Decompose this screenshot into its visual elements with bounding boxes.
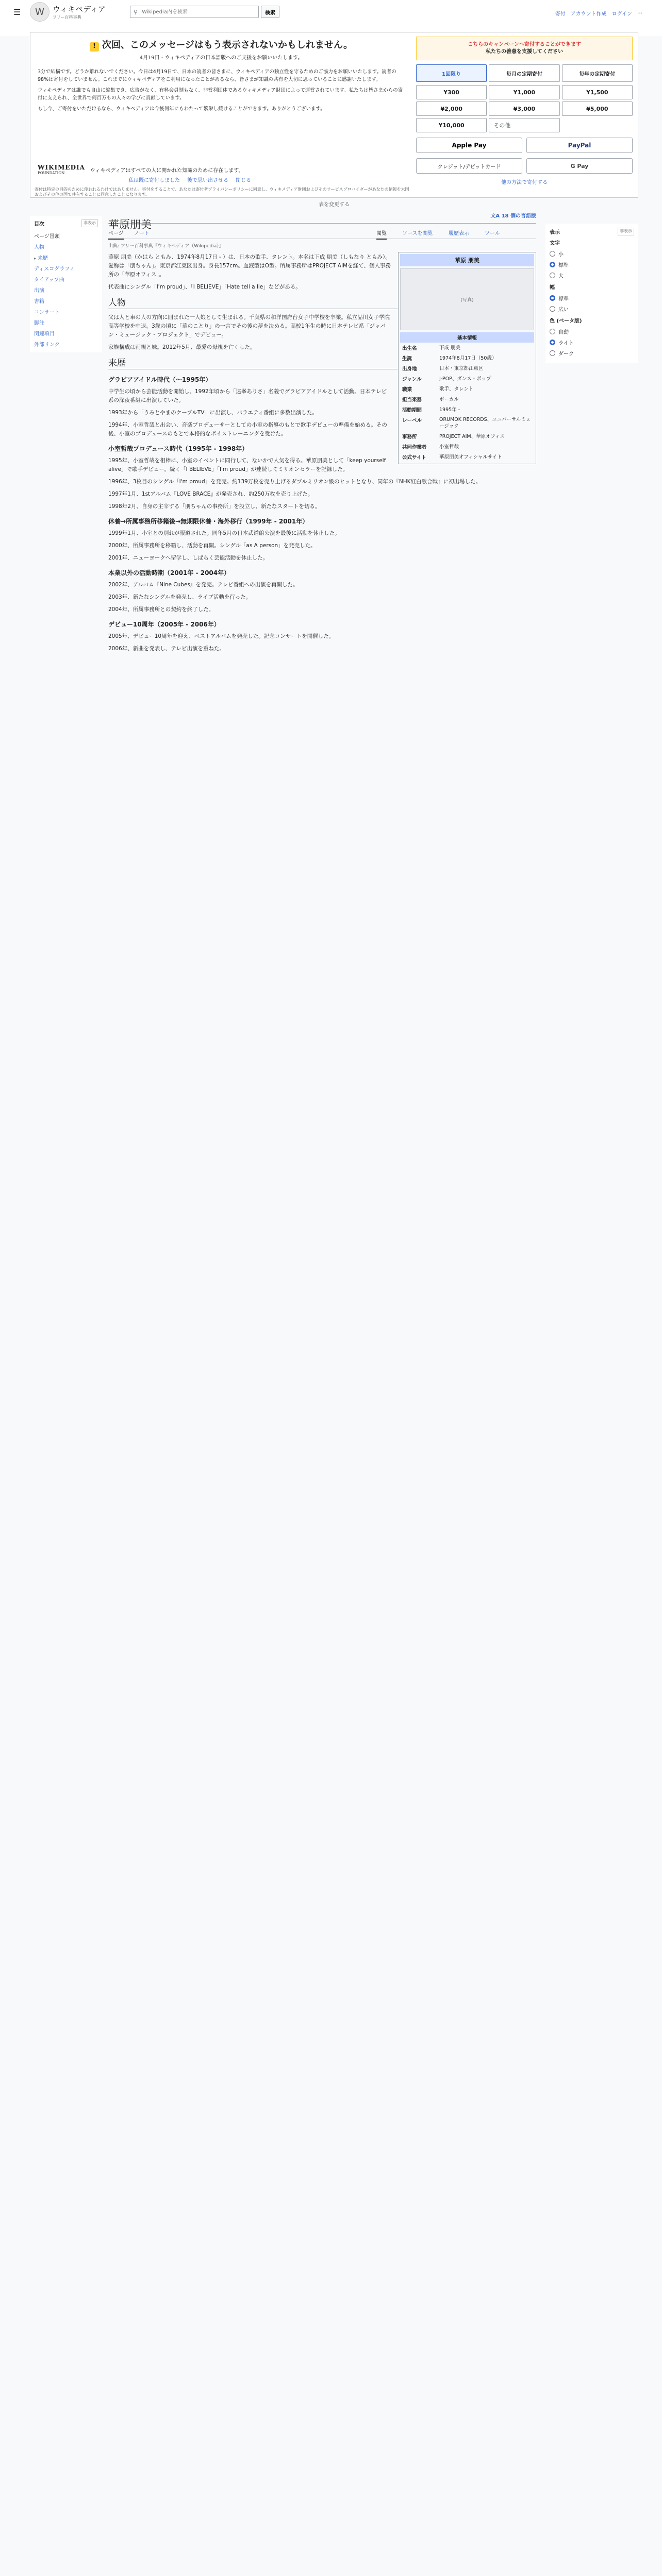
- toc-item[interactable]: ディスコグラフィ: [34, 266, 75, 272]
- amount-option[interactable]: ¥300: [416, 85, 487, 99]
- banner-legal: 寄付は特定の目的のために使われるわけではありません。寄付をすることで、あなたは寄付者プライバシーポリシーに同意し、ウィキメディア財団およびそのサービスプロバイダーがあなたの情報を米国およびその他の国で共有することに同意したことになります。: [35, 187, 409, 197]
- toc-item[interactable]: 外部リンク: [34, 342, 60, 348]
- section-paragraph: 1999年1月、小室との別れが報道された。同年5月の日本武道館公演を最後に活動を休止した。: [108, 530, 340, 536]
- frequency-yearly[interactable]: 毎年の定期寄付: [562, 64, 633, 82]
- warning-icon: !: [90, 42, 99, 52]
- section-paragraph: 1997年1月、1stアルバム『LOVE BRACE』が発売され、約250万枚を売り上げた。: [108, 491, 313, 497]
- section-paragraph: 父は人と車の人の方向に囲まれた一人娘として生まれる。千葉県の和洋国府台女子中学校を卒業。私立品川女子学院高等学校を中退。3歳の頃に「華のことり」の一言でその後の夢を決める。高校1年生の時に日本テレビ系「ジャパン・ミュージック・プロジェクト」でデビュー。: [108, 314, 390, 338]
- banner-footer: [38, 164, 409, 175]
- infobox-label: ジャンル: [402, 377, 422, 382]
- section-paragraph: 2002年、アルバム『Nine Cubes』を発売。テレビ番組への出演を再開した。: [108, 582, 299, 588]
- main-menu-icon[interactable]: ☰: [13, 7, 21, 17]
- appearance-group-label: 色 (ベータ版): [550, 318, 582, 324]
- apple-pay-button[interactable]: Apple Pay: [416, 138, 522, 153]
- banner-date: 4月19日 - ウィキペディアの日本語版へのご支援をお願いいたします。: [139, 55, 303, 61]
- radio-icon[interactable]: [550, 329, 555, 334]
- infobox-row: [400, 374, 534, 384]
- section-heading: 人物: [108, 299, 536, 309]
- frequency-monthly[interactable]: 毎月の定期寄付: [489, 64, 559, 82]
- banner-paragraph: もし今、ご寄付をいただけるなら、ウィキペディアは今後何年にもわたって繁栄し続けることができます。ありがとうございます。: [38, 106, 325, 112]
- toc-sidebar: [30, 216, 102, 352]
- search-icon: ⚲: [134, 8, 138, 15]
- section-heading: グラビアアイドル時代（～1995年）: [108, 376, 212, 383]
- create-account-link[interactable]: アカウント作成: [570, 11, 607, 17]
- infobox-row: [400, 404, 534, 415]
- appearance-panel: [545, 224, 638, 368]
- infobox-value: 歌手、タレント: [439, 386, 474, 392]
- appearance-option[interactable]: [550, 270, 634, 281]
- close-banner-link[interactable]: 閉じる: [236, 178, 251, 183]
- banner-paragraph: ウィキペディアは誰でも自由に編集でき、広告がなく、有料会員制もなく、非営利団体であるウィキメディア財団によって運営されています。私たちは皆さまからの寄付に支えられ、全世界で何百万もの人々の学びに貢献しています。: [38, 88, 403, 101]
- tab-read[interactable]: 閲覧: [376, 229, 387, 240]
- appearance-option[interactable]: [550, 337, 634, 348]
- amount-option[interactable]: ¥3,000: [489, 101, 559, 116]
- more-options-icon[interactable]: …: [637, 9, 642, 15]
- section-paragraph: 2000年、所属事務所を移籍し、活動を再開。シングル「as A person」を発売した。: [108, 543, 316, 549]
- infobox-row: [400, 452, 534, 462]
- wikimedia-logo: WIKIMEDIA FOUNDATION: [38, 164, 85, 175]
- donate-link[interactable]: 寄付: [555, 11, 566, 17]
- page-source-note: 出典: フリー百科事典『ウィキペディア（Wikipedia）』: [108, 244, 224, 249]
- section-paragraph: 1996年、3枚目のシングル「I'm proud」を発売。約139万枚を売り上げるダブルミリオン級のヒットとなり、同年の『NHK紅白歌合戦』に初出場した。: [108, 479, 481, 485]
- fundraising-banner: [30, 32, 638, 198]
- infobox-label: 職業: [402, 387, 412, 393]
- section-paragraph: 2006年、新曲を発表し、テレビ出演を重ねた。: [108, 646, 225, 652]
- tab-view-source[interactable]: ソースを閲覧: [402, 231, 433, 236]
- intro-paragraph: 代表曲にシングル「I'm proud」、「I BELIEVE」「Hate tell a lie」などがある。: [108, 284, 301, 290]
- section-paragraph: 1993年から「うみとやまのケーブルTV」に出演し、バラエティ番組に多数出演した。: [108, 410, 318, 416]
- amount-options: [416, 85, 633, 132]
- appearance-heading: [550, 228, 634, 235]
- section-paragraph: 1995年、小室哲哉を相棒に、小室のイベントに同行して、ないかで人気を得る。華原朋美として「keep yourself alive」で歌手デビュー。続く「I BELIEVE」「I'm proud」が連続してミリオンセラーを記録した。: [108, 457, 386, 472]
- remind-later-link[interactable]: 後で思い出させる: [187, 178, 228, 183]
- appearance-option-label: ライト: [558, 341, 574, 346]
- infobox-row: [400, 394, 534, 404]
- appearance-option[interactable]: [550, 326, 634, 337]
- radio-icon[interactable]: [550, 273, 555, 278]
- appearance-option-label: 標準: [558, 263, 569, 268]
- section-paragraph: 2003年、新たなシングルを発売し、ライブ活動を行った。: [108, 594, 252, 600]
- infobox-section: 基本情報: [400, 332, 534, 343]
- toc-item[interactable]: ページ冒頭: [34, 234, 60, 240]
- google-pay-button[interactable]: G Pay: [526, 158, 633, 174]
- appearance-groups: [550, 239, 634, 359]
- toc-item[interactable]: [34, 252, 98, 263]
- infobox-row: [400, 363, 534, 374]
- toc-item[interactable]: 人物: [34, 245, 44, 250]
- infobox-value: 1974年8月17日（50歳）: [439, 355, 497, 361]
- toc-box: [30, 216, 102, 352]
- article-content: [108, 206, 536, 657]
- infobox-label: 生誕: [402, 356, 412, 362]
- section-paragraph: 2001年、ニューヨークへ留学し、しばらく芸能活動を休止した。: [108, 555, 269, 561]
- banner-message: [30, 32, 412, 116]
- banner-text: [38, 68, 405, 113]
- toc-item[interactable]: タイアップ曲: [34, 277, 64, 283]
- infobox-label: 出身地: [402, 366, 417, 372]
- site-header: [0, 0, 662, 36]
- infobox-value: 日本・東京都江東区: [439, 365, 484, 371]
- payment-methods-row2: [416, 158, 633, 174]
- amount-option[interactable]: ¥1,000: [489, 85, 559, 99]
- amount-option[interactable]: ¥10,000: [416, 118, 487, 132]
- infobox-table: [400, 343, 534, 462]
- infobox-value: PROJECT AIM、華原オフィス: [439, 433, 505, 439]
- infobox-row: [400, 415, 534, 431]
- tab-page[interactable]: ページ: [108, 229, 124, 240]
- appearance-option-label: 広い: [558, 307, 569, 313]
- infobox-label: レーベル: [402, 418, 422, 423]
- appearance-group-label: 文字: [550, 241, 560, 246]
- amount-option[interactable]: ¥5,000: [562, 101, 633, 116]
- search-box: [130, 6, 259, 18]
- other-methods-link[interactable]: 他の方法で寄付する: [501, 180, 548, 185]
- user-nav: [555, 9, 642, 17]
- wikipedia-globe-icon: W: [30, 2, 49, 22]
- banner-links: [128, 176, 251, 183]
- appearance-option-label: 自動: [558, 330, 569, 335]
- banner-paragraph: 3分で結構です。どうか離れないでください。今日は4月19日で、日本の読者の皆さまに、ウィキペディアの独立性を守るためのご協力をお願いいたします。読者の98%は寄付をしていません。これまでにウィキペディアをご利用になったことがあるなら、皆さまが知識の共有を大切に思っていることに感謝いたします。: [38, 69, 396, 82]
- infobox-row: [400, 384, 534, 394]
- section-paragraph: 家族構成は両親と妹。2012年5月、最愛の母親を亡くした。: [108, 344, 256, 350]
- appearance-option[interactable]: [550, 248, 634, 259]
- appearance-option-label: 小: [558, 252, 564, 258]
- wordmark-subtitle: フリー百科事典: [53, 15, 81, 20]
- radio-icon[interactable]: [550, 340, 555, 345]
- change-view-link[interactable]: 表を変更する: [319, 202, 350, 208]
- section-paragraph: 2005年、デビュー10周年を迎え、ベストアルバムを発売した。記念コンサートを開催した。: [108, 633, 335, 639]
- page-title: 華原朋美: [108, 218, 152, 231]
- appearance-box: [545, 224, 638, 363]
- section-paragraph: 中学生の頃から芸能活動を開始し、1992年頃から「遠峯ありさ」名義でグラビアアイドルとして活動。日本テレビ系の深夜番組に出演していた。: [108, 388, 387, 403]
- appearance-group-label: 幅: [550, 285, 555, 291]
- section-heading: 本業以外の活動時期（2001年 - 2004年）: [108, 569, 230, 577]
- title-row: [108, 206, 536, 231]
- tab-tools[interactable]: ツール: [485, 231, 500, 236]
- toc-item[interactable]: 出演: [34, 288, 44, 294]
- appearance-option[interactable]: [550, 348, 634, 359]
- radio-icon[interactable]: [550, 295, 555, 301]
- amount-option[interactable]: ¥1,500: [562, 85, 633, 99]
- search-input[interactable]: [141, 9, 244, 15]
- language-button-label: 18 個の言語版: [501, 213, 536, 219]
- search-button[interactable]: 検索: [261, 6, 279, 18]
- appearance-option[interactable]: [550, 293, 634, 303]
- toc-expand-icon[interactable]: ▸: [34, 256, 37, 261]
- intro-paragraph: 華原 朋美（かはら ともみ、1974年8月17日 - ）は、日本の歌手、タレント。本名は下成 朋美（しもなり ともみ）。愛称は「朋ちゃん」。東京都江東区出身。身長157cm。血液型はO型。所属事務所はPROJECT AIMを経て、個人事務所の「華原オフィス」。: [108, 254, 391, 278]
- wordmark: [53, 4, 106, 20]
- donation-note-main: こちらのキャンペーンへ寄付することができます: [468, 42, 581, 47]
- toc-heading: [34, 219, 98, 227]
- infobox-value: 小室哲哉: [439, 444, 459, 450]
- infobox-row: [400, 353, 534, 363]
- section-heading: デビュー10周年（2005年 - 2006年）: [108, 621, 220, 628]
- paypal-button[interactable]: PayPal: [526, 138, 633, 153]
- toc-hide-button[interactable]: 非表示: [81, 219, 98, 227]
- toc-item[interactable]: コンサート: [34, 310, 60, 315]
- infobox-row: [400, 442, 534, 452]
- infobox-value: ボーカル: [439, 396, 459, 402]
- page-body: [30, 206, 638, 2576]
- infobox-label: 出生名: [402, 346, 417, 351]
- frequency-once[interactable]: 1回限り: [416, 64, 487, 82]
- appearance-hide-button[interactable]: 非表示: [618, 228, 634, 235]
- appearance-option[interactable]: [550, 259, 634, 270]
- infobox-value: J-POP、ダンス・ポップ: [439, 376, 491, 382]
- banner-footer-text: ウィキペディアはすべての人に開かれた知識のために存在します。: [90, 167, 244, 174]
- section-paragraph: 1998年2月、自身の主宰する「朋ちゃんの事務所」を設立し、新たなスタートを切る。: [108, 503, 321, 510]
- donation-note-sub: 私たちの善意を支援してください: [486, 49, 563, 55]
- payment-methods: [416, 138, 633, 153]
- section-heading: 小室哲哉プロデュース時代（1995年 - 1998年）: [108, 445, 249, 452]
- tab-history[interactable]: 履歴表示: [449, 231, 469, 236]
- infobox-row: [400, 343, 534, 353]
- wordmark-title: ウィキペディア: [53, 5, 106, 14]
- toc-item[interactable]: 書籍: [34, 299, 44, 304]
- appearance-option-label: 大: [558, 274, 564, 279]
- infobox-value: 1995年 -: [439, 406, 460, 413]
- appearance-option-label: 標準: [558, 296, 569, 302]
- infobox-label: 担当楽器: [402, 397, 422, 403]
- toc-title: 目次: [34, 222, 44, 227]
- infobox-photo[interactable]: (写真): [400, 268, 534, 330]
- page-tabs: [108, 226, 536, 239]
- infobox-label: 公式サイト: [402, 455, 426, 461]
- login-link[interactable]: ログイン: [611, 11, 632, 17]
- infobox-label: 共同作業者: [402, 445, 427, 450]
- toc-item[interactable]: 脚注: [34, 320, 44, 326]
- appearance-option-label: ダーク: [558, 351, 574, 357]
- infobox-value: 華原朋美オフィシャルサイト: [439, 454, 502, 460]
- infobox-label: 活動期間: [402, 408, 422, 413]
- language-button[interactable]: 文A 18 個の言語版: [490, 213, 536, 219]
- appearance-option[interactable]: [550, 303, 634, 314]
- radio-icon[interactable]: [550, 262, 555, 267]
- section-heading: 休養→所属事務所移籍後→無期限休養・海外移行（1999年 - 2001年）: [108, 518, 309, 525]
- donation-form: [416, 37, 633, 185]
- tab-talk[interactable]: ノート: [134, 231, 150, 236]
- infobox: [398, 252, 536, 464]
- banner-title-text: 次回、このメッセージはもう表示されないかもしれません。: [102, 40, 353, 50]
- already-donated-link[interactable]: 私は既に寄付しました: [128, 178, 180, 183]
- site-logo[interactable]: [30, 2, 106, 22]
- section-paragraph: 1994年、小室哲哉と出会い、音楽プロデューサーとしての小室の指導のもとで歌手デビューの準備を始める。その後、小室のプロデュースのもとで本格的なボイストレーニングを受けた。: [108, 422, 387, 437]
- donation-note: [416, 37, 633, 60]
- card-button[interactable]: クレジット/デビットカード: [416, 158, 522, 174]
- radio-icon[interactable]: [550, 251, 555, 257]
- frequency-options: [416, 64, 633, 82]
- banner-title: [38, 38, 405, 52]
- toc-item-label: 来歴: [38, 256, 48, 261]
- section-paragraph: 2004年、所属事務所との契約を終了した。: [108, 606, 214, 613]
- infobox-value: ORUMOK RECORDS、ユニバーサルミュージック: [439, 417, 531, 429]
- section-heading: 来歴: [108, 359, 536, 369]
- infobox-label: 事務所: [402, 434, 417, 440]
- infobox-title: 華原 朋美: [400, 254, 534, 266]
- other-amount-input[interactable]: その他: [489, 118, 559, 132]
- infobox-row: [400, 431, 534, 442]
- amount-option[interactable]: ¥2,000: [416, 101, 487, 116]
- appearance-title: 表示: [550, 230, 560, 235]
- radio-icon[interactable]: [550, 350, 555, 356]
- toc-item[interactable]: 関連項目: [34, 331, 55, 337]
- radio-icon[interactable]: [550, 306, 555, 312]
- infobox-value: 下成 朋美: [439, 345, 461, 351]
